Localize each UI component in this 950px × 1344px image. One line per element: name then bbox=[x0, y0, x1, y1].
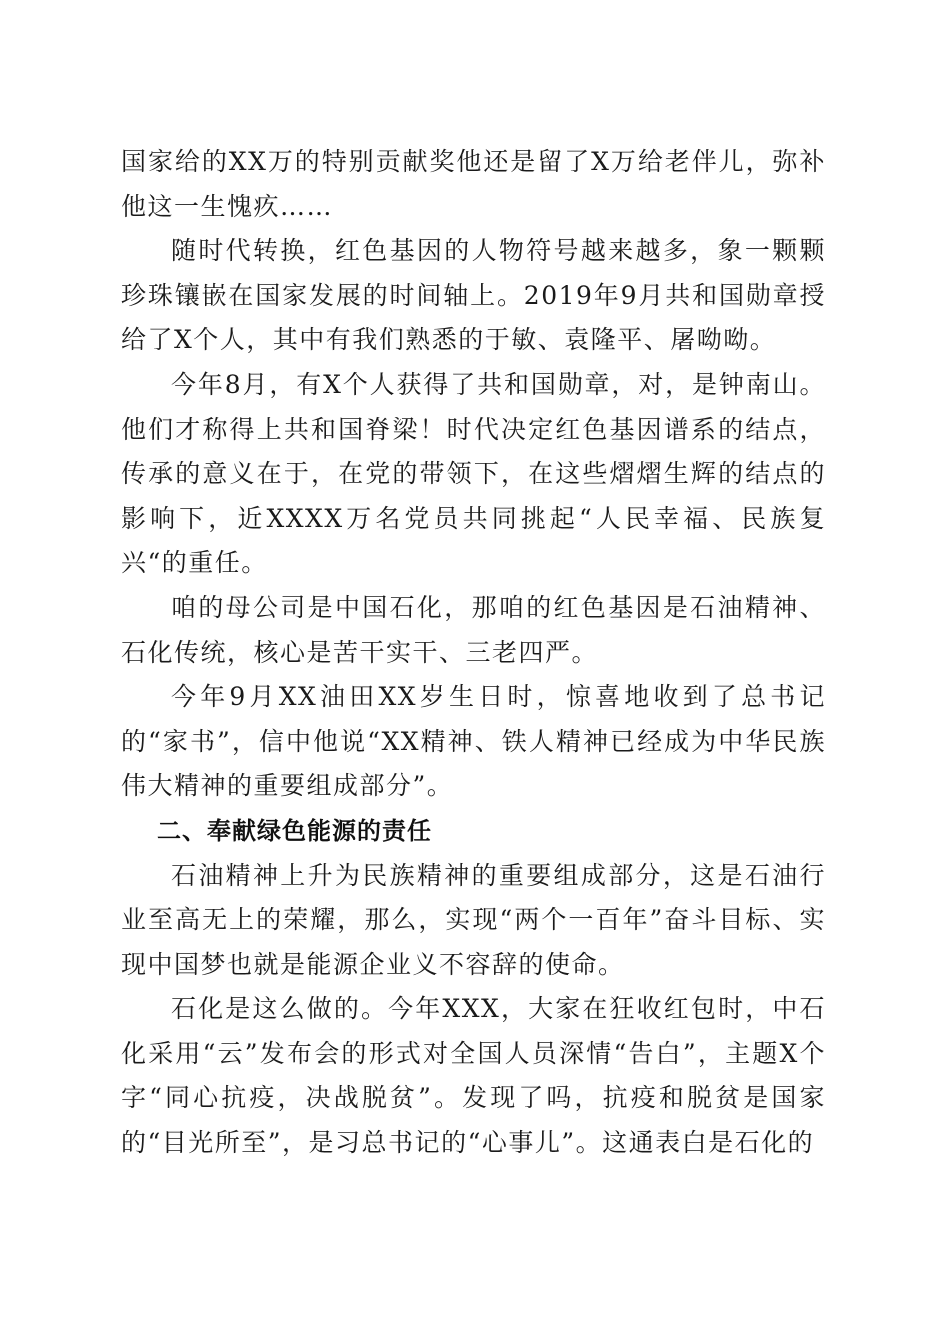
paragraph: 今年9月XX油田XX岁生日时，惊喜地收到了总书记的“家书”，信中他说“XX精神、铁人精神已经成为中华民族伟大精神的重要组成部分”。 bbox=[121, 682, 826, 801]
paragraph: 今年8月，有X个人获得了共和国勋章，对，是钟南山。他们才称得上共和国脊梁！时代决定红色基因谱系的结点，传承的意义在于，在党的带领下，在这些熠熠生辉的结点的影响下，近XXXX万名党员共同挑起“人民幸福、民族复兴“的重任。 bbox=[121, 369, 826, 578]
section-heading: 二、奉献绿色能源的责任 bbox=[157, 816, 432, 845]
paragraph: 随时代转换，红色基因的人物符号越来越多，象一颗颗珍珠镶嵌在国家发展的时间轴上。2019年9月共和国勋章授给了X个人，其中有我们熟悉的于敏、袁隆平、屠呦呦。 bbox=[121, 236, 826, 355]
paragraph: 石油精神上升为民族精神的重要组成部分，这是石油行业至高无上的荣耀，那么，实现“两个一百年”奋斗目标、实现中国梦也就是能源企业义不容辞的使命。 bbox=[121, 860, 826, 979]
paragraph: 石化是这么做的。今年XXX，大家在狂收红包时，中石化采用“云”发布会的形式对全国人员深情“告白”，主题X个字“同心抗疫，决战脱贫”。发现了吗，抗疫和脱贫是国家的“目光所至”，是习总书记的“心事儿”。这通表白是石化的 bbox=[121, 994, 826, 1158]
document-body bbox=[121, 140, 826, 1166]
paragraph: 国家给的XX万的特别贡献奖他还是留了X万给老伴儿，弥补他这一生愧疚…… bbox=[121, 147, 826, 221]
paragraph: 咱的母公司是中国石化，那咱的红色基因是石油精神、石化传统，核心是苦干实干、三老四严。 bbox=[121, 592, 826, 667]
